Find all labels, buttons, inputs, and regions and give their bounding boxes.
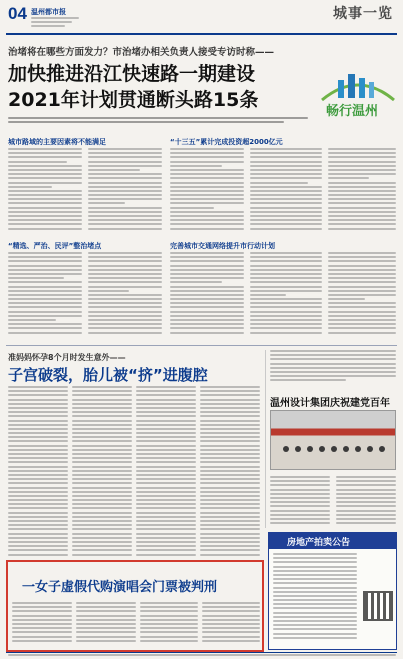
logo [318, 62, 398, 120]
right-story-col2 [336, 476, 396, 528]
lead-body-col1 [8, 148, 82, 238]
lead-body-col2 [88, 148, 162, 238]
lead-headline-line1: 加快推进沿江快速路一期建设 [8, 63, 256, 85]
right-story-col1 [270, 476, 330, 528]
lead-body-col3b [170, 252, 244, 340]
section-title: 城事一览 [333, 6, 393, 22]
feature-story-col2 [76, 602, 136, 646]
lead-kicker: 治堵将在哪些方面发力？市治堵办相关负责人接受专访时称—— [8, 47, 275, 58]
second-story-col2 [72, 386, 132, 566]
second-story-headline: 子宫破裂，胎儿被“挤”进腹腔 [8, 366, 208, 384]
footer-credits [8, 654, 396, 658]
lead-body-col2b [88, 252, 162, 340]
second-story-col4 [200, 386, 260, 566]
lead-body-col4b [250, 252, 322, 340]
lead-deck [8, 117, 308, 129]
masthead-meta [31, 17, 79, 31]
ad-body [273, 553, 357, 647]
lead-end-rule [6, 345, 397, 346]
paper-name: 温州都市报 [31, 8, 66, 16]
page-number: 04 [8, 4, 27, 23]
left-mid-subhead: “精选、严治、民评”整治堵点 [8, 242, 102, 250]
lead-body-col5b [328, 252, 396, 340]
mid-top-subhead: “十三五”累计完成投资超2000亿元 [170, 138, 283, 146]
ad-box [268, 532, 397, 650]
logo-text: 畅行温州 [326, 104, 379, 119]
feature-story-col3 [140, 602, 198, 646]
lead-body-col3 [170, 148, 244, 236]
footer-rule [6, 652, 397, 653]
feature-story-box [6, 560, 264, 652]
second-story-col1 [8, 386, 68, 566]
right-story-headline: 温州设计集团庆祝建党百年 [270, 398, 390, 409]
feature-story-col4 [202, 602, 260, 646]
lead-headline-line2: 2021年计划贯通断头路15条 [8, 89, 259, 111]
second-story-col3 [136, 386, 196, 566]
lead-body-col4 [250, 148, 322, 236]
feature-story-col1 [12, 602, 72, 646]
right-top-col [270, 350, 396, 390]
qr-code-icon [363, 591, 393, 621]
left-top-subhead: 城市路域的主要因素将不能满足 [8, 138, 106, 146]
masthead-rule [6, 33, 397, 35]
lead-body-col5 [328, 148, 396, 236]
second-story-kicker: 准妈妈怀孕8个月时发生意外—— [8, 353, 126, 362]
right-story-photo [270, 410, 396, 470]
ad-title: 房地产拍卖公告 [287, 538, 351, 548]
feature-story-headline: 一女子虚假代购演唱会门票被判刑 [22, 580, 218, 595]
cityscape-icon [318, 62, 398, 102]
mid-mid-subhead: 完善城市交通网络提升市行动计划 [170, 242, 275, 250]
lead-body-col1b [8, 252, 82, 340]
right-column-divider [265, 350, 266, 528]
